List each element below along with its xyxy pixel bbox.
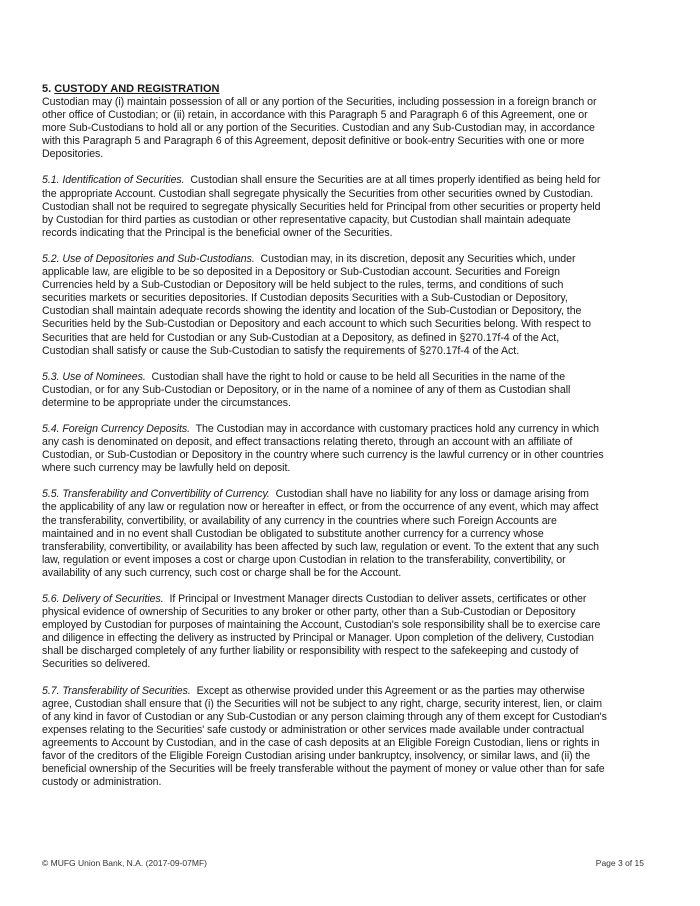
subsections [42,174,672,789]
subsection-title: 5.2. Use of Depositories and Sub-Custodians. [42,252,255,265]
subsection-2 [42,253,672,358]
text-line: Securities that are held for Custodian or any Sub-Custodian at a Depository, as defined in §270.17f-4 of the Act, [42,331,560,344]
subsection-title: 5.7. Transferability of Securities. [42,684,191,697]
text-line: shall be discharged completely of any further liability or responsibility with respect to the safekeeping and custody of [42,645,579,658]
text-line: transferability, convertibility, or availability has been affected by such law, regulation or event. To the extent that any such [42,540,599,553]
text-line: Custodian shall maintain adequate records showing the identity and location of the Sub-Custodian or Depository, the [42,305,582,318]
text-line: Custodian, or Sub-Custodian or Depository in the country where such currency is the lawful currency or in other countries [42,449,604,462]
text-line [42,174,672,187]
section-title: CUSTODY AND REGISTRATION [54,83,220,95]
text-line: Custodian, or for any Sub-Custodian or Depository, or in the name of a nominee of any of them as Custodian shall [42,383,571,396]
text-line: more Sub-Custodians to hold all or any portion of the Securities. Custodian and any Sub-Custodian may, in accordance [42,122,595,135]
text-line [42,423,672,436]
text-line: employed by Custodian for purposes of maintaining the Account, Custodian's sole responsibility shall be to exercise care [42,619,601,632]
subsection-title: 5.4. Foreign Currency Deposits. [42,422,191,435]
subsection-title: 5.6. Delivery of Securities. [42,593,164,605]
subsection-3 [42,371,672,410]
text-line: Securities so delivered. [42,658,151,671]
text-line: Currencies held by a Sub-Custodian or Depository will be held subject to the rules, terms, and conditions of such [42,279,564,292]
text-line: Custodian shall satisfy or cause the Sub-Custodian to satisfy the requirements of §270.17f-4 of the Act. [42,344,520,357]
text-line: Securities held by the Sub-Custodian or Depository and each account to which such Securities belong. With respect to [42,318,591,331]
text-line [42,253,672,266]
text-line: law, regulation or event imposes a cost or charge upon Custodian in relation to the transferability, convertibility, or [42,553,566,566]
text-line: applicable law, are eligible to be so deposited in a Depository or Sub-Custodian account. Securities and Foreign [42,266,560,279]
section-heading [42,83,672,96]
text-line: determine to be appropriate under the circumstances. [42,396,291,409]
section-intro [42,96,672,161]
text-line: by Custodian for third parties as custodian or other representative capacity, but Custodian shall maintain adequate [42,213,571,226]
subsection-text: The Custodian may in accordance with customary practices hold any currency in which [190,422,599,435]
subsection-7 [42,685,672,790]
text-line: records indicating that the Principal is the beneficial owner of the Securities. [42,226,393,239]
subsection-text: Custodian may, in its discretion, deposit any Securities which, under [254,252,576,265]
text-line: favor of the creditors of the Eligible Foreign Custodian arising under bankruptcy, insolvency, or similar laws, and (ii) the [42,750,591,763]
text-line: Depositories. [42,148,104,161]
text-line: availability of any such currency, such cost or charge shall be for the Account. [42,566,402,579]
text-line: physical evidence of ownership of Securities to any broker or other party, other than a Sub-Custodian or Depository [42,606,576,619]
text-line: with this Paragraph 5 and Paragraph 6 of this Agreement, deposit definitive or book-entry Securities with one or more [42,135,585,148]
text-line: the transferability, convertibility, or availability of any currency in the countries where such Foreign Accounts are [42,514,557,527]
subsection-4 [42,423,672,475]
subsection-5 [42,488,672,580]
text-line: custody or administration. [42,776,162,789]
text-line: expenses relating to the Securities' safe custody or administration or other services made available under contractual [42,723,584,736]
text-line: the appropriate Account. Custodian shall segregate physically the Securities from other securities owned by Custodian. [42,187,594,200]
section-number: 5. [42,83,52,95]
text-line: of any kind in favor of Custodian or any Sub-Custodian or any person claiming through any of them except for Custodian's [42,710,607,723]
subsection-title: 5.1. Identification of Securities. [42,174,185,187]
subsection-text: Except as otherwise provided under this Agreement or as the parties may otherwise [190,684,585,697]
subsection-text: If Principal or Investment Manager directs Custodian to deliver assets, certificates or other [163,593,587,605]
footer-page-number: Page 3 of 15 [595,858,644,868]
text-line: securities markets or securities depositories. If Custodian deposits Securities with a Sub-Custodian or Depository, [42,292,568,305]
text-line: Custodian may (i) maintain possession of all or any portion of the Securities, including possession in a foreign branch or [42,96,597,108]
text-line: agreements to Account by Custodian, and in the case of cash deposits at an Eligible Foreign Custodian, liens or rights in [42,736,600,749]
text-line: other office of Custodian; or (ii) retain, in accordance with this Paragraph 5 and Paragraph 6 of this Agreement, one or [42,109,588,122]
text-line: and diligence in effecting the delivery as instructed by Principal or Manager. Upon completion of the delivery, Custodian [42,632,594,645]
text-line [42,488,672,501]
subsection-6 [42,593,672,672]
text-line: beneficial ownership of the Securities will be freely transferable without the payment of money or value other than for safe [42,763,605,776]
subsection-text: Custodian shall have the right to hold or cause to be held all Securities in the name of the [145,370,566,383]
subsection-text: Custodian shall ensure the Securities are at all times properly identified as being held for [184,174,601,187]
footer-copyright: © MUFG Union Bank, N.A. (2017-09-07MF) [42,858,207,868]
text-line: maintained and in no event shall Custodian be obligated to substitute another currency for a currency whose [42,527,544,540]
subsection-title: 5.5. Transferability and Convertibility of Currency. [42,488,270,501]
document-page [42,83,672,802]
subsection-title: 5.3. Use of Nominees. [42,370,146,383]
text-line: where such currency may be lawfully held on deposit. [42,462,291,475]
text-line: the applicability of any law or regulation now or hereafter in effect, or from the occurrence of any event, which may affect [42,501,599,514]
text-line: Custodian shall not be required to segregate physically Securities held for Principal from other securities or property held [42,200,601,213]
text-line [42,593,672,606]
text-line [42,685,672,698]
text-line: any cash is denominated on deposit, and effect transactions relating thereto, through an account with an affiliate of [42,436,573,449]
subsection-text: Custodian shall have no liability for any loss or damage arising from [269,488,589,501]
text-line [42,371,672,384]
text-line: agree, Custodian shall ensure that (i) the Securities will not be subject to any right, charge, security interest, lien, or claim [42,697,603,710]
subsection-1 [42,174,672,239]
